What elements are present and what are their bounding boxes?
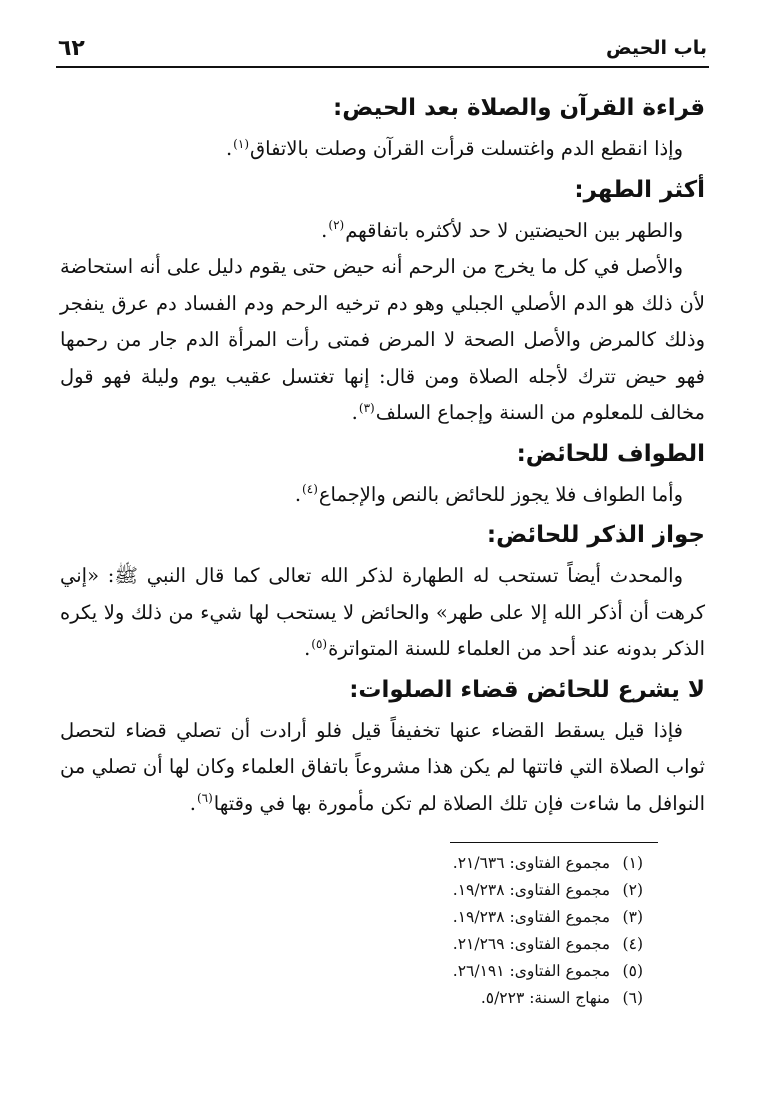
running-head (58, 34, 707, 62)
paragraph (60, 213, 705, 250)
footnote-number: (٥) (622, 962, 643, 980)
chapter-title: باب الحيض (606, 37, 707, 59)
footnote-ref[interactable]: (٤) (302, 482, 318, 496)
paragraph-text: والأصل في كل ما يخرج من الرحم أنه حيض حتى يقوم دليل على أنه استحاضة لأن ذلك هو الدم الأصلي الجبلي وهو دم ترخيه الرحم ودم الفساد دم عرق ينفجر وذلك كالمرض والأصل الصحة لا المرض فمتى رأت المرأة الدم جار من رحمها فهو حيض تترك لأجله الصلاة ومن قال: إنها تغتسل عقيب يوم وليلة فهو قول مخالف للمعلوم من السنة وإجماع السلف (60, 255, 705, 424)
footnote (313, 877, 643, 904)
footnote-text: مجموع الفتاوى: ٢٦/١٩١. (452, 962, 611, 980)
section-heading: أكثر الطهر: (574, 176, 705, 203)
footnote-ref[interactable]: (٦) (196, 791, 213, 805)
section-heading: لا يشرع للحائض قضاء الصلوات: (349, 676, 705, 703)
paragraph-end: . (351, 401, 358, 424)
footnote-number: (١) (622, 854, 643, 872)
footnote-ref[interactable]: (١) (233, 136, 249, 151)
footnote-ref[interactable]: (٣) (358, 400, 375, 415)
paragraph-end: . (189, 791, 196, 815)
paragraph-end: . (321, 218, 328, 242)
footnote (313, 985, 643, 1012)
paragraph-text: والمحدث أيضاً تستحب له الطهارة لذكر الله تعالى كما قال النبي ﷺ: «إني كرهت أن أذكر الله إلا على طهر» والحائض لا يستحب لها شيء من ذلك ولا يكره الذكر بدونه عند أحد من العلماء للسنة المتواترة (60, 564, 705, 660)
section-make-up-prayers (60, 670, 705, 823)
section-max-purity (60, 170, 705, 432)
paragraph-text: فإذا قيل يسقط القضاء عنها تخفيفاً قيل فلو أرادت أن تصلي قضاء لتحصل ثواب الصلاة التي فاتتها لم يكن هذا مشروعاً باتفاق العلماء وكان لها أن تصلي من النوافل ما شاءت فإن تلك الصلاة لم تكن مأمورة بها في وقتها (60, 718, 705, 815)
header-rule (56, 66, 709, 68)
paragraph (60, 713, 705, 823)
footnote-number: (٣) (622, 908, 643, 926)
footnote-text: منهاج السنة: ٥/٢٢٣. (480, 989, 611, 1007)
footnote (313, 958, 643, 985)
paragraph-text: وإذا انقطع الدم واغتسلت قرأت القرآن وصلت بالاتفاق (250, 137, 683, 160)
section-quran-prayer (60, 88, 705, 168)
footnote-text: مجموع الفتاوى: ١٩/٢٣٨. (452, 881, 611, 899)
paragraph-end: . (294, 482, 302, 506)
section-heading: قراءة القرآن والصلاة بعد الحيض: (333, 95, 705, 121)
section-heading: جواز الذكر للحائض: (486, 522, 705, 548)
paragraph-end: . (304, 637, 311, 660)
footnote (313, 904, 643, 931)
footnote-text: مجموع الفتاوى: ٢١/٢٦٩. (452, 935, 611, 953)
footnote-text: مجموع الفتاوى: ٢١/٦٣٦. (452, 854, 611, 872)
paragraph (60, 131, 705, 168)
paragraph-text: والطهر بين الحيضتين لا حد لأكثره باتفاقهم (345, 218, 683, 242)
section-heading: الطواف للحائض: (516, 440, 705, 467)
footnote-number: (٢) (622, 881, 643, 899)
paragraph (60, 477, 705, 514)
footnote-ref[interactable]: (٢) (328, 218, 345, 232)
footnote-separator (450, 842, 658, 843)
section-tawaf (60, 434, 705, 514)
footnote-number: (٤) (622, 935, 643, 953)
footnote-ref[interactable]: (٥) (311, 636, 328, 651)
main-text (60, 88, 705, 824)
paragraph (60, 249, 705, 432)
paragraph-end: . (225, 137, 233, 160)
section-dhikr (60, 515, 705, 668)
footnote (313, 931, 643, 958)
footnote-text: مجموع الفتاوى: ١٩/٢٣٨. (452, 908, 611, 926)
footnote-number: (٦) (622, 989, 643, 1007)
footnotes (313, 850, 643, 1012)
page-number: ٦٢ (58, 35, 85, 61)
paragraph (60, 558, 705, 668)
paragraph-text: وأما الطواف فلا يجوز للحائض بالنص والإجماع (318, 482, 683, 506)
footnote (313, 850, 643, 877)
